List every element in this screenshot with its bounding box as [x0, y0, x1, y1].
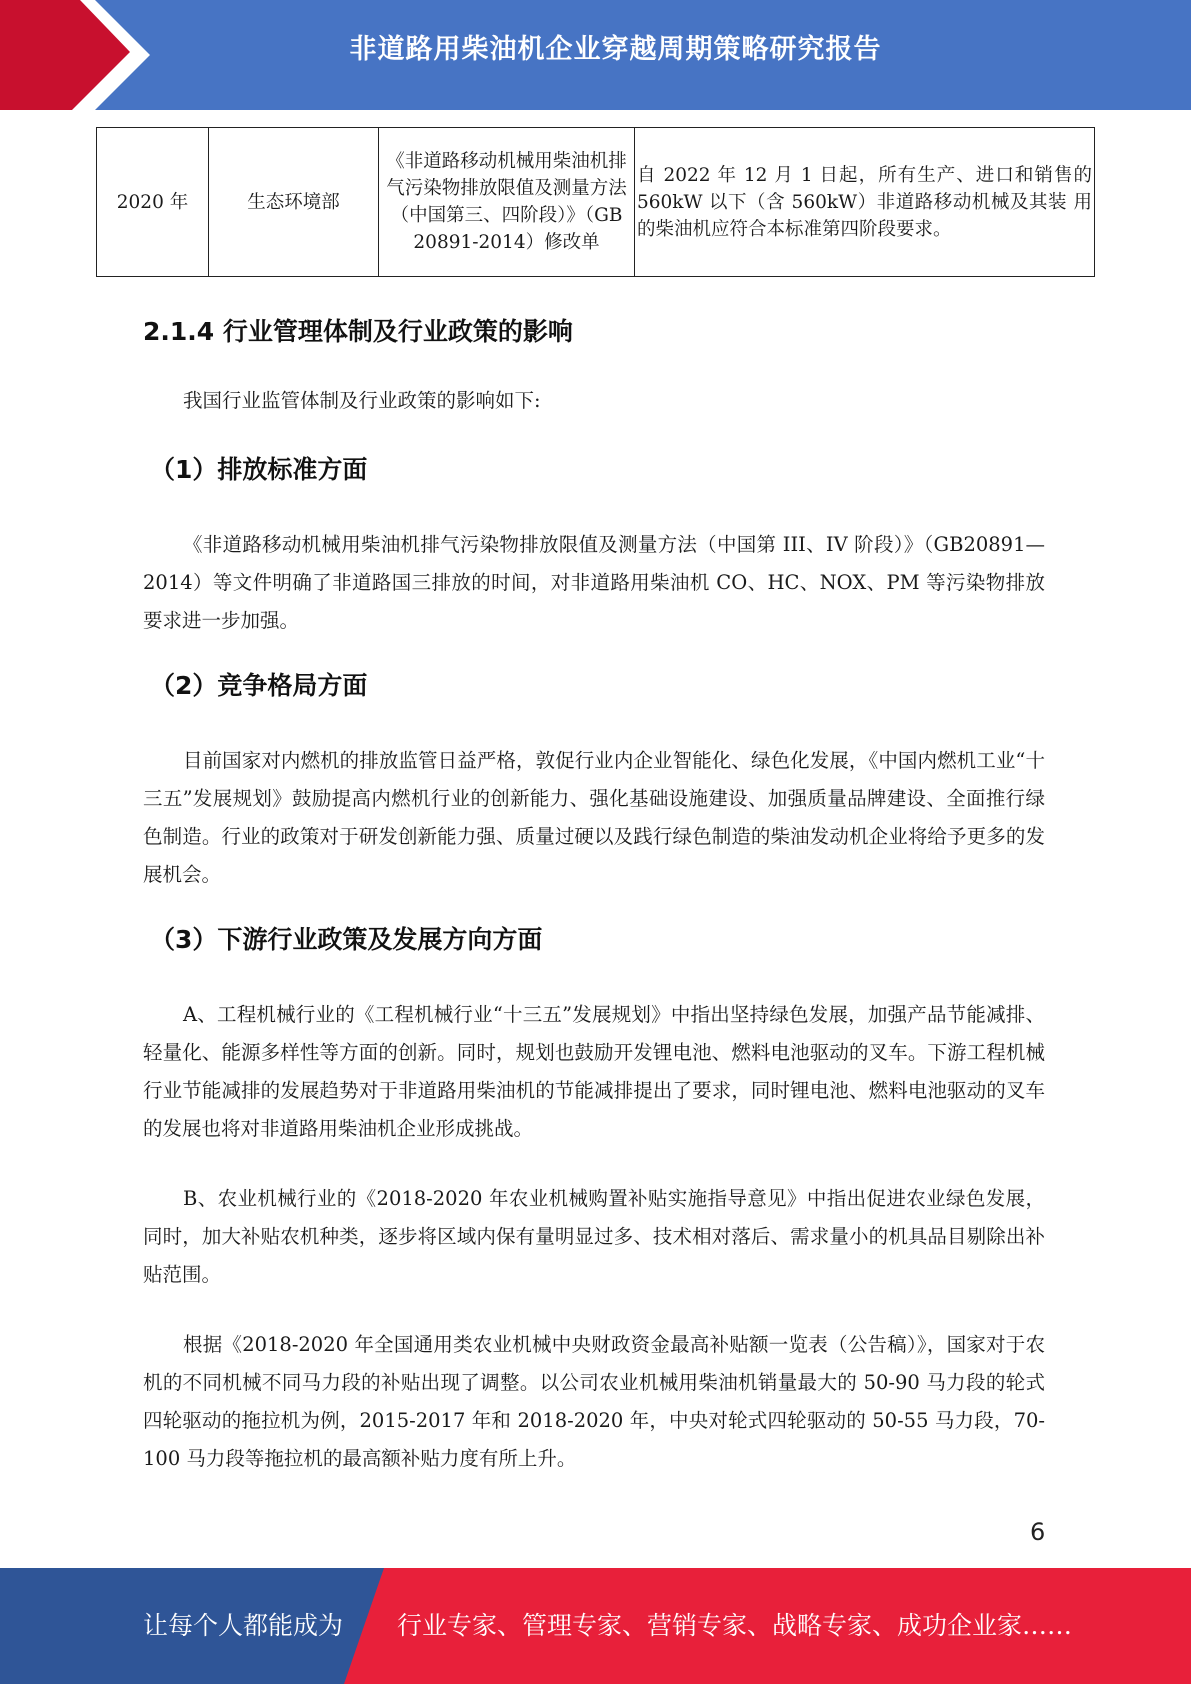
- subsection-heading-downstream: （3）下游行业政策及发展方向方面: [150, 925, 543, 954]
- report-title: 非道路用柴油机企业穿越周期策略研究报告: [349, 34, 882, 65]
- table-cell-department: 生态环境部: [209, 128, 379, 277]
- paragraph-competition: 目前国家对内燃机的排放监管日益严格，敦促行业内企业智能化、绿色化发展，《中国内燃机工业“十三五”发展规划》鼓励提高内燃机行业的创新能力、强化基础设施建设、加强质量品牌建设、全面推行绿色制造。行业的政策对于研发创新能力强、质量过硬以及践行绿色制造的柴油发动机企业将给予更多的发展机会。: [143, 749, 1045, 886]
- subsection-heading-competition: （2）竞争格局方面: [150, 671, 368, 700]
- footer-slogan-left: 让每个人都能成为: [143, 1611, 344, 1640]
- paragraph-subsidy: 根据《2018-2020 年全国通用类农业机械中央财政资金最高补贴额一览表（公告稿）》，国家对于农机的不同机械不同马力段的补贴出现了调整。以公司农业机械用柴油机销量最大的 50-90 马力段的轮式四轮驱动的拖拉机为例，2015-2017 年和 2018-2020 年，中央对轮式四轮驱动的 50-55 马力段，70-100 马力段等拖拉机的最高额补贴力度有所上升。: [143, 1333, 1045, 1470]
- paragraph-construction-machinery: A、工程机械行业的《工程机械行业“十三五”发展规划》中指出坚持绿色发展，加强产品节能减排、轻量化、能源多样性等方面的创新。同时，规划也鼓励开发锂电池、燃料电池驱动的叉车。下游工程机械行业节能减排的发展趋势对于非道路用柴油机的节能减排提出了要求，同时锂电池、燃料电池驱动的叉车的发展也将对非道路用柴油机企业形成挑战。: [143, 1003, 1045, 1140]
- page-footer: [0, 1568, 1191, 1684]
- table-cell-document: 《非道路移动机械用柴油机排气污染物排放限值及测量方法（中国第三、四阶段）》（GB 20891-2014）修改单: [379, 128, 635, 277]
- page-header: [0, 0, 1191, 110]
- paragraph-agricultural-machinery: B、农业机械行业的《2018-2020 年农业机械购置补贴实施指导意见》中指出促进农业绿色发展，同时，加大补贴农机种类，逐步将区域内保有量明显过多、技术相对落后、需求量小的机具品目剔除出补贴范围。: [143, 1187, 1045, 1286]
- table-row: [97, 128, 1095, 277]
- footer-slogan-right: 行业专家、管理专家、营销专家、战略专家、成功企业家……: [397, 1611, 1073, 1640]
- paragraph-emission: 《非道路移动机械用柴油机排气污染物排放限值及测量方法（中国第 III、IV 阶段）》（GB20891—2014）等文件明确了非道路国三排放的时间，对非道路用柴油机 CO、HC、NOX、PM 等污染物排放要求进一步加强。: [143, 533, 1045, 632]
- table-cell-year: 2020 年: [97, 128, 209, 277]
- page-number: 6: [1030, 1518, 1046, 1546]
- regulation-table: [96, 127, 1095, 277]
- section-heading: 2.1.4 行业管理体制及行业政策的影响: [143, 317, 573, 346]
- subsection-heading-emission: （1）排放标准方面: [150, 455, 368, 484]
- table-cell-content: 自 2022 年 12 月 1 日起，所有生产、进口和销售的 560kW 以下（含 560kW）非道路移动机械及其装 用的柴油机应符合本标准第四阶段要求。: [635, 128, 1095, 277]
- section-intro: 我国行业监管体制及行业政策的影响如下:: [183, 389, 541, 412]
